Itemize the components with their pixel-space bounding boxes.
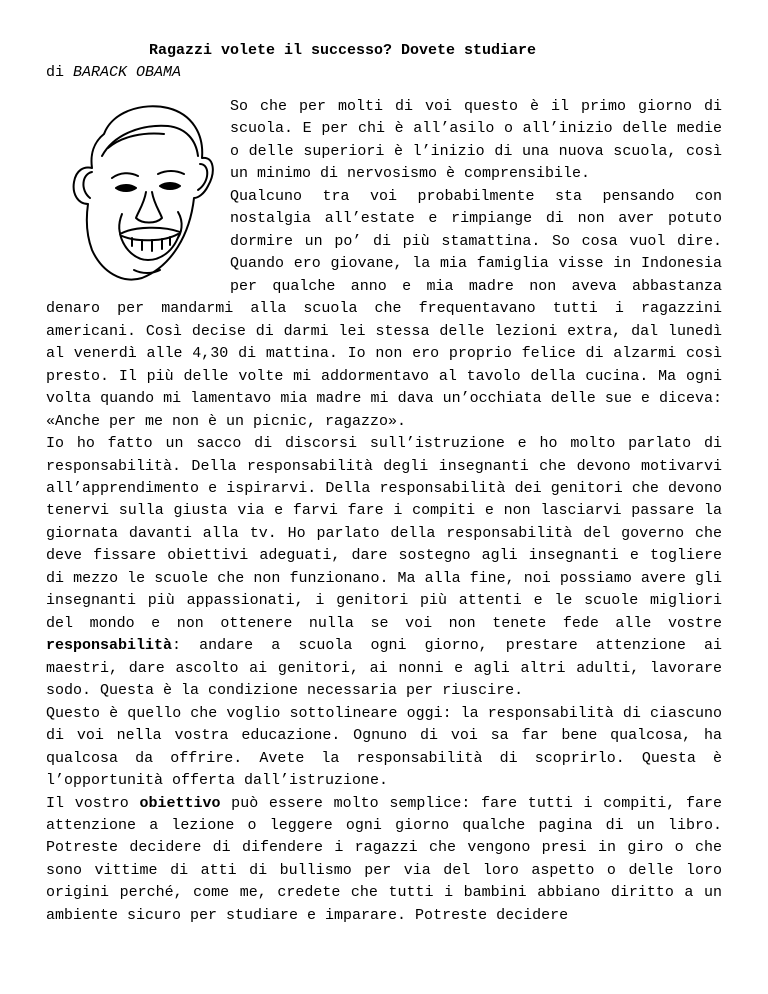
paragraph xyxy=(46,703,722,793)
paragraph-text: Questo è quello che voglio sottolineare oggi: la responsabilità di ciascuno di voi nella vostra educazione. Ognuno di voi sa far bene qualcosa, ha qualcosa da offrire. Avete la responsabilità di scoprirlo. Questa è l’opportunità offerta dall’istruzione. xyxy=(46,704,722,790)
paragraph-text: : andare a scuola ogni giorno, prestare attenzione ai maestri, dare ascolto ai genitori, ai nonni e agli altri adulti, lavorare sodo. Questa è la condizione necessaria per riuscire. xyxy=(46,637,722,700)
author-name: BARACK OBAMA xyxy=(73,64,182,81)
paragraph-text: Qualcuno tra voi probabilmente sta pensando con nostalgia all’estate e rimpiange di non aver potuto dormire un po’ di più stamattina. So cosa vuol dire. Quando ero giovane, la mia famiglia visse in Indonesia per qualche anno e mia madre non aveva abbastanza denaro per mandarmi alla scuola che frequentavano tutti i ragazzini americani. Così decise di darmi lei stessa delle lezioni extra, dal lunedì al venerdì alle 4,30 di mattina. Io non ero proprio felice di alzarmi così presto. Il più delle volte mi addormentavo al tavolo della cucina. Ma ogni volta quando mi lamentavo mia madre mi dava un’occhiata delle sue e diceva: «Anche per me non è un picnic, ragazzo». xyxy=(46,187,722,430)
emphasis-obiettivo: obiettivo xyxy=(139,794,221,812)
paragraph-text: può essere molto semplice: fare tutti i compiti, fare attenzione a lezione o leggere ogni giorno qualche pagina di un libro. Potreste decidere di difendere i ragazzi che vengono presi in giro o che sono vittime di atti di bullismo per via del loro aspetto o delle loro origini perché, come me, credete che tutti i bambini abbiano diritto a un ambiente sicuro per studiare e imparare. Potreste decidere xyxy=(46,794,722,924)
portrait-spacer xyxy=(46,96,230,298)
article-byline xyxy=(46,62,181,84)
paragraph-text: Il vostro xyxy=(46,794,140,812)
emphasis-responsabilita: responsabilità xyxy=(46,637,173,655)
byline-prefix: di xyxy=(46,64,74,81)
paragraph-text: Io ho fatto un sacco di discorsi sull’istruzione e ho molto parlato di responsabilità. Della responsabilità degli insegnanti che devono motivarvi all’apprendimento e ispirarvi. Della responsabilità dei genitori che devono tenervi sulla giusta via e farvi fare i compiti e non lasciarvi passare la giornata davanti alla tv. Ho parlato della responsabilità del governo che deve fissare obiettivi adeguati, dare sostegno agli insegnanti e togliere di mezzo le scuole che non funzionano. Ma alla fine, noi possiamo avere gli insegnanti più appassionati, i genitori più attenti e le scuole migliori del mondo e non ottenere nulla se voi non tenete fede alle vostre xyxy=(46,435,722,632)
article-body xyxy=(46,96,722,927)
paragraph-text: So che per molti di voi questo è il primo giorno di scuola. E per chi è all’asilo o all’inizio delle medie o delle superiori è l’inizio di una nuova scuola, così un minimo di nervosismo è comprensibile. xyxy=(230,98,722,183)
article-title: Ragazzi volete il successo? Dovete studiare xyxy=(149,42,537,59)
paragraph xyxy=(46,793,722,928)
paragraph xyxy=(46,433,722,703)
